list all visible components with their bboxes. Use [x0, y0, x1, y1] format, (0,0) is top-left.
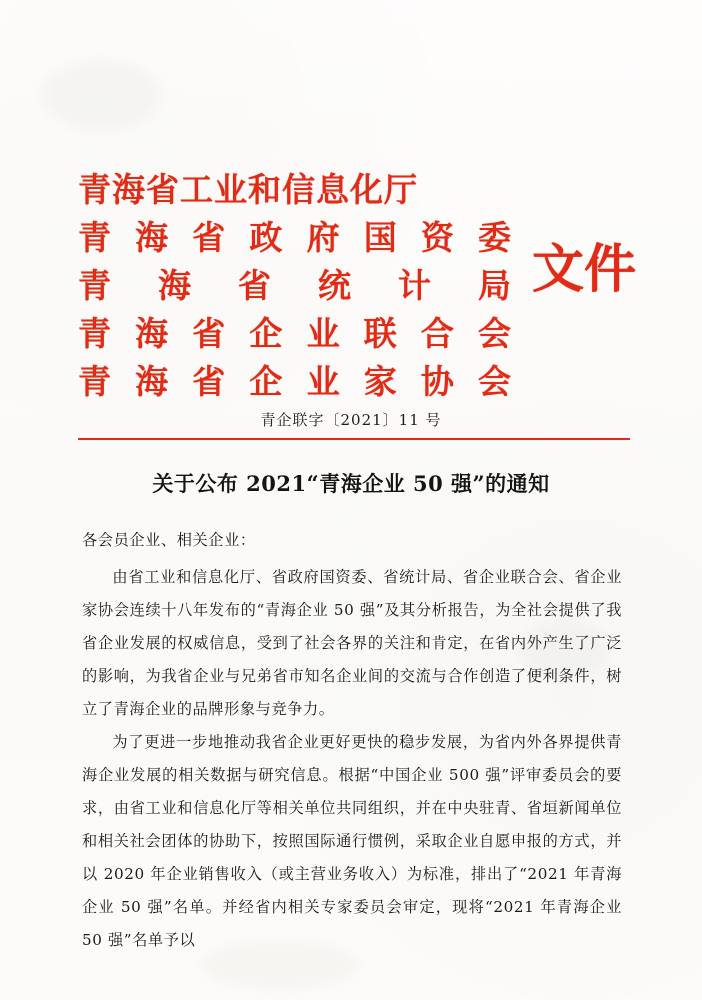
masthead-char: 协: [420, 361, 455, 401]
masthead-char: 企: [249, 313, 284, 353]
masthead-char: 省: [192, 217, 227, 257]
masthead-line-4-text: [78, 313, 512, 353]
masthead-line-4: [78, 312, 624, 354]
masthead-char: 海: [135, 313, 170, 353]
masthead-line-1: [78, 168, 624, 210]
masthead-line-5: [78, 360, 624, 402]
masthead-char: 省: [192, 313, 227, 353]
masthead-line-1-text: 青海省工业和信息化厅: [78, 169, 418, 209]
masthead-char: 统: [318, 265, 352, 305]
masthead-char: 青: [78, 265, 112, 305]
masthead-char: 青: [78, 361, 112, 401]
masthead-char: 府: [306, 217, 341, 257]
masthead-char: 委: [477, 217, 512, 257]
document-body: [82, 524, 622, 957]
masthead-char: 计: [398, 265, 432, 305]
masthead-char: 省: [238, 265, 272, 305]
masthead-char: 国: [363, 217, 398, 257]
masthead-line-5-text: [78, 361, 512, 401]
document-number: 青企联字〔2021〕11 号: [260, 411, 442, 429]
scan-blotch: [40, 60, 160, 130]
wenjian-label: 文件: [531, 239, 636, 300]
masthead-char: 海: [135, 217, 170, 257]
masthead-char: 青: [78, 313, 112, 353]
red-divider-rule: [78, 438, 630, 440]
salutation: 各会员企业、相关企业：: [82, 531, 256, 549]
masthead-char: 省: [192, 361, 227, 401]
masthead-line-3-text: [78, 265, 512, 305]
masthead-char: 资: [420, 217, 455, 257]
masthead-line-2-text: [78, 217, 512, 257]
masthead-char: 业: [306, 313, 341, 353]
masthead-char: 海: [135, 361, 170, 401]
masthead-char: 家: [363, 361, 398, 401]
masthead-char: 局: [478, 265, 512, 305]
masthead-char: 会: [477, 313, 512, 353]
masthead-char: 业: [306, 361, 341, 401]
body-paragraph-1: 由省工业和信息化厅、省政府国资委、省统计局、省企业联合会、省企业家协会连续十八年发布的“青海企业 50 强”及其分析报告，为全社会提供了我省企业发展的权威信息，受到了社会各界的关注和肯定，在省内外产生了广泛的影响，为我省企业与兄弟省市知名企业间的交流与合作创造了便利条件，树立了青海企业的品牌形象与竞争力。: [82, 568, 622, 718]
masthead-char: 会: [477, 361, 512, 401]
masthead-char: 联: [363, 313, 398, 353]
masthead-char: 青: [78, 217, 112, 257]
masthead-char: 企: [249, 361, 284, 401]
body-paragraph-2: 为了更进一步地推动我省企业更好更快的稳步发展，为省内外各界提供青海企业发展的相关数据与研究信息。根据“中国企业 500 强”评审委员会的要求，由省工业和信息化厅等相关单位共同组织，并在中央驻青、省垣新闻单位和相关社会团体的协助下，按照国际通行惯例，采取企业自愿申报的方式，并以 2020 年企业销售收入（或主营业务收入）为标准，排出了“2021 年青海企业 50 强”名单。并经省内相关专家委员会审定，现将“2021 年青海企业 50 强”名单予以: [82, 733, 622, 949]
document-title: 关于公布 2021“青海企业 50 强”的通知: [152, 471, 550, 496]
masthead-char: 海: [158, 265, 192, 305]
masthead-char: 政: [249, 217, 284, 257]
masthead-char: 合: [420, 313, 455, 353]
